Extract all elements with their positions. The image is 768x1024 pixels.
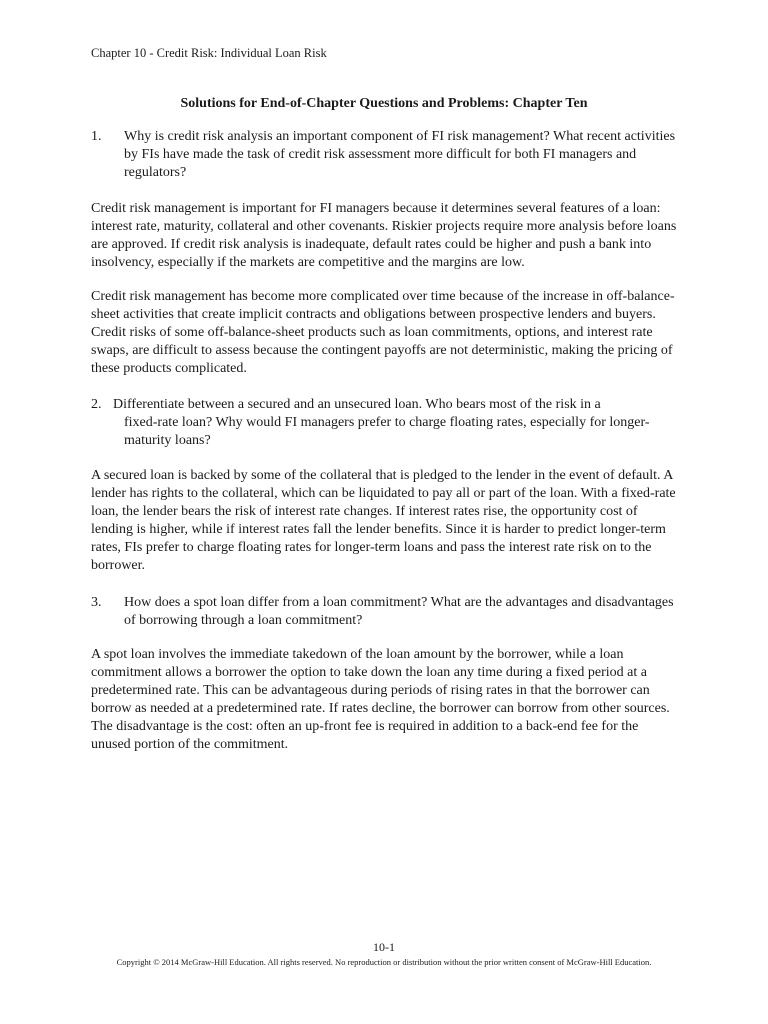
- question-text: Differentiate between a secured and an unsecured loan. Who bears most of the risk in a: [113, 397, 601, 412]
- question-text: Why is credit risk analysis an important component of FI risk management? What recent activities by FIs have made the task of credit risk assessment more difficult for both FI managers and regulators?: [124, 129, 676, 180]
- answer-2-paragraph-1: A secured loan is backed by some of the collateral that is pledged to the lender in the event of default. A lender has rights to the collateral, which can be liquidated to pay all or part of the loan. With a fixed-rate loan, the lender bears the risk of interest rate changes. If interest rates rise, the opportunity cost of lending is higher, while if interest rates fall the lender benefits. Since it is harder to predict longer-term rates, FIs prefer to charge floating rates for longer-term loans and pass the interest rate risk on to the borrower.: [91, 468, 676, 573]
- question-2: [91, 396, 681, 450]
- question-number: 1.: [91, 129, 102, 144]
- answer-1-paragraph-2: Credit risk management has become more complicated over time because of the increase in off-balance-sheet activities that create implicit contracts and obligations between prospective lenders and buyers. Credit risks of some off-balance-sheet products such as loan commitments, options, and interest rate swaps, are difficult to assess because the contingent payoffs are not deterministic, making the pricing of these products complicated.: [91, 289, 675, 376]
- running-header: Chapter 10 - Credit Risk: Individual Loan Risk: [91, 46, 327, 60]
- question-number: 2.: [91, 397, 102, 412]
- question-number: 3.: [91, 595, 102, 610]
- page-footer: [0, 940, 768, 967]
- question-text-continued: fixed-rate loan? Why would FI managers prefer to charge floating rates, especially for longer-maturity loans?: [124, 415, 650, 448]
- question-3: [91, 594, 681, 630]
- page-number: 10-1: [373, 940, 395, 954]
- copyright-notice: Copyright © 2014 McGraw-Hill Education. All rights reserved. No reproduction or distribution without the prior written consent of McGraw-Hill Education.: [116, 957, 652, 967]
- question-1: [91, 128, 681, 182]
- answer-1-paragraph-1: Credit risk management is important for FI managers because it determines several features of a loan: interest rate, maturity, collateral and other covenants. Riskier projects require more analysis before loans are approved. If credit risk analysis is inadequate, default rates could be higher and push a bank into insolvency, especially if the markets are competitive and the margins are low.: [91, 201, 677, 270]
- question-text: How does a spot loan differ from a loan commitment? What are the advantages and disadvantages of borrowing through a loan commitment?: [124, 595, 674, 628]
- answer-3-paragraph-1: A spot loan involves the immediate takedown of the loan amount by the borrower, while a loan commitment allows a borrower the option to take down the loan any time during a fixed period at a predetermined rate. This can be advantageous during periods of rising rates in that the borrower can borrow as needed at a predetermined rate. If rates decline, the borrower can borrow from other sources. The disadvantage is the cost: often an up-front fee is required in addition to a back-end fee for the unused portion of the commitment.: [91, 647, 670, 752]
- document-title: Solutions for End-of-Chapter Questions and Problems: Chapter Ten: [180, 96, 588, 111]
